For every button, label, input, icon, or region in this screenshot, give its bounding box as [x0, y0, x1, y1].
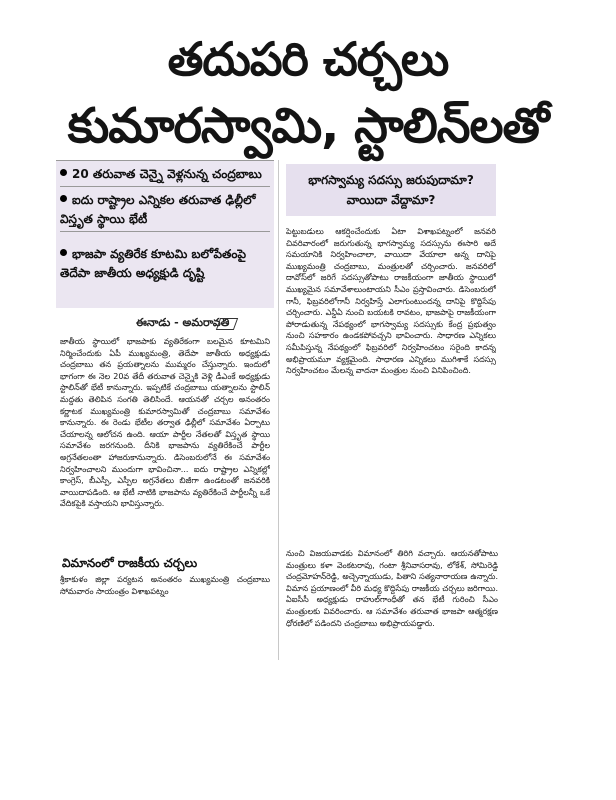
article-paragraph-left-2: శ్రీకాకుళం జిల్లా పర్యటన అనంతరం ముఖ్యమంత్రి చంద్రబాబు సోమవారం సాయంత్రం విశాఖపట్నం — [60, 575, 270, 596]
side-article-paragraph: పెట్టుబడులు ఆకర్షించేందుకు ఏటా విశాఖపట్నంలో జనవరి చివరివారంలో జరుగుతున్న భాగస్వామ్య సదస్సును ఈసారి అదే సమయానికి నిర్వహించాలా, వాయిదా వేయాలా అన్న దానిపై ముఖ్యమంత్రి చంద్రబాబు, మంత్రులతో చర్చించారు. జనవరిలో దావోస్‌లో జరిగే సదస్సుతోపాటు రాజకీయంగా జాతీయ స్థాయిలో ముఖ్యమైన సమావేశాలుంటాయని సీఎం ప్రస్తావించారు. డిసెంబరులో గానీ, ఫిబ్రవరిలోగానీ నిర్వహిస్తే ఎలాగుంటుందన్న దానిపై కొద్దిసేపు చర్చించారు. ఎన్డీఏ నుంచి బయటకి రావటం, భాజపాపై రాజకీయంగా పోరాడుతున్న నేపథ్యంలో భాగస్వామ్య సదస్సుకు కేంద్ర ప్రభుత్వం నుంచి సహకారం ఉండకపోవచ్చని భావించారు. సాధారణ ఎన్నికలు సమీపిస్తున్న నేపథ్యంలో ఫిబ్రవరిలో నిర్వహించటం సరైంది కాదన్న అభిప్రాయమూ వ్యక్తమైంది. సాధారణ ఎన్నికలు ముగిశాకే సదస్సు నిర్వహించటం మేలన్న వాదనా మంత్రుల నుంచి వినిపించింది. — [286, 227, 496, 376]
article-paragraph-left: జాతీయ స్థాయిలో భాజపాకు వ్యతిరేకంగా బలమైన కూటమిని నిర్మించేందుకు ఏపీ ముఖ్యమంత్రి, తెదేపా జాతీయ అధ్యక్షుడు చంద్రబాబు తన ప్రయత్నాలను ముమ్మరం చేస్తున్నారు. ఇందులో భాగంగా ఈ నెల 20వ తేదీ తరువాత చెన్నైకి వెళ్లి డీఎంకే అధ్యక్షుడు స్టాలిన్‌తో భేటీ కానున్నారు. ఇప్పటికే చంద్రబాబు యత్నాలను స్టాలిన్ మద్దతు తెలిపిన సంగతి తెలిసిందే. ఆయనతో చర్చల అనంతరం కర్ణాటక ముఖ్యమంత్రి కుమారస్వామితో చంద్రబాబు సమావేశం కానున్నారు. ఈ రెండు భేటీల తర్వాత ఢిల్లీలో సమావేశం ఏర్పాటు చేయాలన్న ఆలోచన ఉంది. ఆయా పార్టీల నేతలతో విస్తృత స్థాయి సమావేశం జరగనుంది. దీనికి భాజపాను వ్యతిరేకించే పార్టీల అగ్రనేతలంతా హాజరుకానున్నారు. డిసెంబరులోనే ఈ సమావేశం నిర్వహించాలని ముందుగా భావించినా... ఐదు రాష్ట్రాల ఎన్నికల్లో కాంగ్రెస్, బీఎస్పీ, ఎస్పీల అగ్రనేతలు బిజీగా ఉండటంతో జనవరికి వాయిదాపడింది. ఆ భేటీ నాటికి భాజపాను వ్యతిరేకించే పార్టీలన్నీ ఒకే వేదికపైకి వస్తాయని భావిస్తున్నారు. — [60, 337, 270, 509]
bullet-icon — [60, 249, 67, 256]
headline-line-1: తదుపరి చర్చలు — [167, 32, 449, 86]
highlight-text: 20 తరువాత చెన్నై వెళ్లనున్న చంద్రబాబు — [72, 167, 262, 181]
side-question-line-1: భాగస్వామ్య సదస్సు జరుపుదామా? — [308, 173, 474, 187]
highlight-item — [60, 191, 270, 232]
headline-line-2: కుమారస్వామి, స్టాలిన్‌లతో — [67, 98, 549, 154]
subheading: విమానంలో రాజకీయ చర్చలు — [62, 556, 198, 570]
byline: ఈనాడు - అమరావతి — [136, 316, 230, 329]
highlight-item — [60, 165, 270, 187]
article-paragraph-continued: నుంచి విజయవాడకు విమానంలో తిరిగి వచ్చారు. ఆయనతోపాటు మంత్రులు కళా వెంకటరావు, గంటా శ్రీనివాసరావు, లోకేశ్, సోమిరెడ్డి చంద్రమోహన్‌రెడ్డి, అచ్చెన్నాయుడు, పితాని సత్యనారాయణ ఉన్నారు. విమాన ప్రయాణంలో వీరి మధ్య కొద్దిసేపు రాజకీయ చర్చలు జరిగాయి. ఏఐసీసీ అధ్యక్షుడు రాహుల్‌గాంధీతో తన భేటీ గురించి సీఎం మంత్రులకు వివరించారు. ఆ సమావేశం తరువాత భాజపా ఆత్మరక్షణ ధోరణిలో పడిందని చంద్రబాబు అభిప్రాయపడ్డారు. — [286, 549, 498, 628]
highlight-item — [60, 245, 270, 285]
highlights-box — [56, 160, 274, 308]
side-question-box — [286, 164, 496, 216]
side-question-line-2: వాయిదా వేద్దామా? — [346, 193, 436, 207]
highlight-text: భాజపా వ్యతిరేక కూటమి బలోపేతంపై తెదేపా జాతీయ అధ్యక్షుడి దృష్టి — [60, 247, 246, 280]
pen-icon — [216, 318, 238, 330]
column-divider — [278, 160, 279, 660]
bullet-icon — [60, 169, 67, 176]
bullet-icon — [60, 195, 67, 202]
highlight-text: ఐదు రాష్ట్రాల ఎన్నికల తరువాత ఢిల్లీలో విస్తృత స్థాయి భేటీ — [60, 193, 256, 226]
